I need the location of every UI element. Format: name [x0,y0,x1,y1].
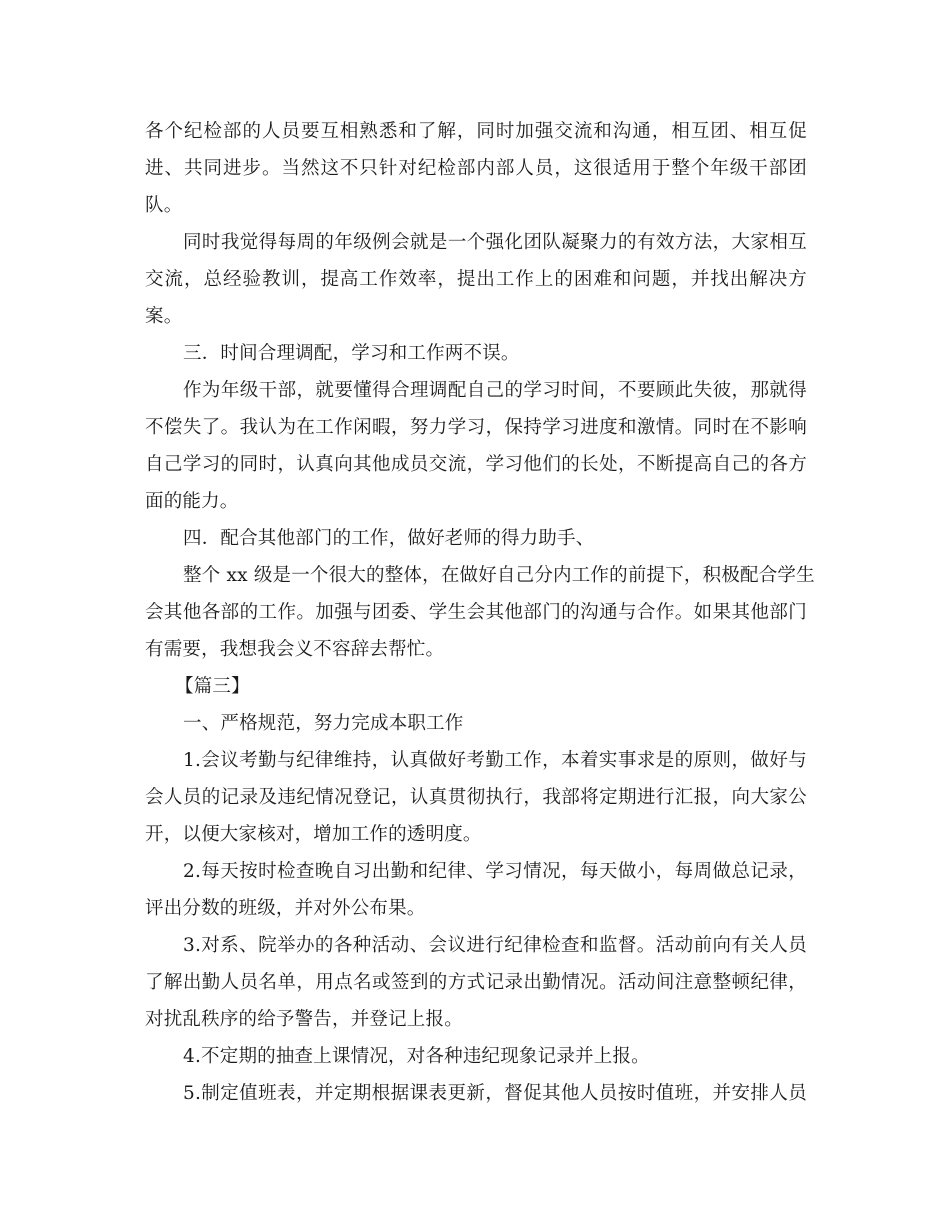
paragraph-line: 会人员的记录及违纪情况登记，认真贯彻执行，我部将定期进行汇报，向大家公 [145,787,807,808]
document-page [145,113,815,1112]
section-heading: 一、严格规范，努力完成本职工作 [183,713,464,734]
paragraph-line: 案。 [145,306,183,327]
paragraph-line: 4.不定期的抽查上课情况，对各种违纪现象记录并上报。 [183,1046,650,1067]
chapter-heading: 【篇三】 [175,676,250,697]
paragraph-line: 作为年级干部，就要懂得合理调配自己的学习时间，不要顾此失彼，那就得 [183,380,807,401]
paragraph-line: 开，以便大家核对，增加工作的透明度。 [145,824,482,845]
paragraph-line: 各个纪检部的人员要互相熟悉和了解，同时加强交流和沟通，相互团、相互促 [145,121,807,142]
paragraph-line: 了解出勤人员名单，用点名或签到的方式记录出勤情况。活动间注意整顿纪律， [145,972,807,993]
paragraph-line: 评出分数的班级，并对外公布果。 [145,898,426,919]
paragraph-line: 同时我觉得每周的年级例会就是一个强化团队凝聚力的有效方法，大家相互 [183,232,807,253]
paragraph-line: 自己学习的同时，认真向其他成员交流，学习他们的长处，不断提高自己的各方 [145,454,807,475]
section-heading: 四．配合其他部门的工作，做好老师的得力助手、 [183,528,595,549]
paragraph-line: 对扰乱秩序的给予警告，并登记上报。 [145,1009,463,1030]
paragraph-line: 会其他各部的工作。加强与团委、学生会其他部门的沟通与合作。如果其他部门 [145,602,807,623]
paragraph-line: 不偿失了。我认为在工作闲暇，努力学习，保持学习进度和激情。同时在不影响 [145,417,807,438]
paragraph-line: 2.每天按时检查晚自习出勤和纪律、学习情况，每天做小，每周做总记录， [183,861,807,882]
paragraph-line: 1.会议考勤与纪律维持，认真做好考勤工作，本着实事求是的原则，做好与 [183,750,807,771]
paragraph-line: 有需要，我想我会义不容辞去帮忙。 [145,639,445,660]
paragraph-line: 进、共同进步。当然这不只针对纪检部内部人员，这很适用于整个年级干部团 [145,158,807,179]
paragraph-line: 交流，总经验教训，提高工作效率，提出工作上的困难和问题，并找出解决方 [145,269,807,290]
paragraph-line: 队。 [145,195,183,216]
paragraph-line: 面的能力。 [145,491,239,512]
paragraph-line: 3.对系、院举办的各种活动、会议进行纪律检查和监督。活动前向有关人员 [183,935,807,956]
section-heading: 三．时间合理调配，学习和工作两不误。 [183,343,520,364]
paragraph-line: 5.制定值班表，并定期根据课表更新，督促其他人员按时值班，并安排人员 [183,1083,807,1104]
paragraph-line: 整个 xx 级是一个很大的整体，在做好自己分内工作的前提下，积极配合学生 [183,565,815,586]
